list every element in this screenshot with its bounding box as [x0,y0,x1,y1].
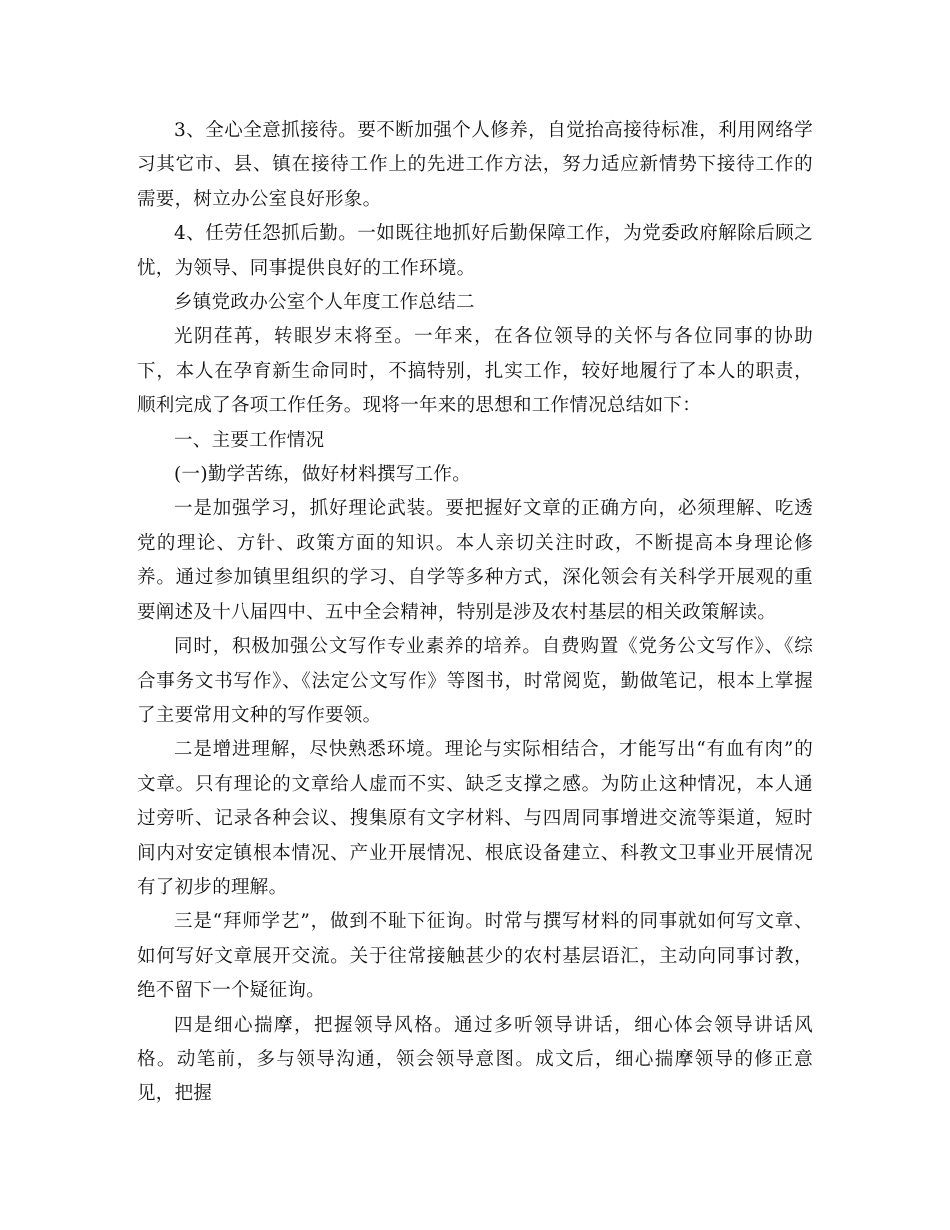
heading-main-work: 一、主要工作情况 [174,429,325,451]
paragraph-writing-skills: 同时，积极加强公文写作专业素养的培养。自费购置《党务公文写作》、《综合事务文书写作》、《法定公文写作》等图书，时常阅览，勤做笔记，根本上掌握了主要常用文种的写作要领。 [137,636,813,726]
paragraph-leadership-style: 四是细心揣摩，把握领导风格。通过多听领导讲话，细心体会领导讲话风格。动笔前，多与领导沟通，领会领导意图。成文后，细心揣摩领导的修正意见，把握 [137,1014,813,1105]
paragraph-learning: 三是“拜师学艺”，做到不耻下征询。时常与撰写材料的同事就如何写文章、如何写好文章展开交流。关于往常接触甚少的农村基层语汇，主动向同事讨教，绝不留下一个疑征询。 [137,911,813,1002]
paragraph-intro: 光阴荏苒，转眼岁末将至。一年来，在各位领导的关怀与各位同事的协助下，本人在孕育新生命同时，不搞特别，扎实工作，较好地履行了本人的职责，顺利完成了各项工作任务。现将一年来的思想和工作情况总结如下： [137,326,813,417]
subheading-writing: (一)勤学苦练，做好材料撰写工作。 [174,464,472,486]
paragraph-reception: 3、全心全意抓接待。要不断加强个人修养，自觉抬高接待标准，利用网络学习其它市、县、镇在接待工作上的先进工作方法，努力适应新情势下接待工作的需要，树立办公室良好形象。 [137,120,813,210]
paragraph-logistics: 4、任劳任怨抓后勤。一如既往地抓好后勤保障工作，为党委政府解除后顾之忧，为领导、同事提供良好的工作环境。 [137,223,813,279]
document-body [137,114,813,1112]
section-title: 乡镇党政办公室个人年度工作总结二 [174,292,475,314]
paragraph-understanding: 二是增进理解，尽快熟悉环境。理论与实际相结合，才能写出“有血有肉”的文章。只有理论的文章给人虚而不实、缺乏支撑之感。为防止这种情况，本人通过旁听、记录各种会议、搜集原有文字材料、与四周同事增进交流等渠道，短时间内对安定镇根本情况、产业开展情况、根底设备建立、科教文卫事业开展情况有了初步的理解。 [137,739,813,898]
paragraph-study: 一是加强学习，抓好理论武装。要把握好文章的正确方向，必须理解、吃透党的理论、方针、政策方面的知识。本人亲切关注时政，不断提高本身理论修养。通过参加镇里组织的学习、自学等多种方式，深化领会有关科学开展观的重要阐述及十八届四中、五中全会精神，特别是涉及农村基层的相关政策解读。 [137,498,813,623]
